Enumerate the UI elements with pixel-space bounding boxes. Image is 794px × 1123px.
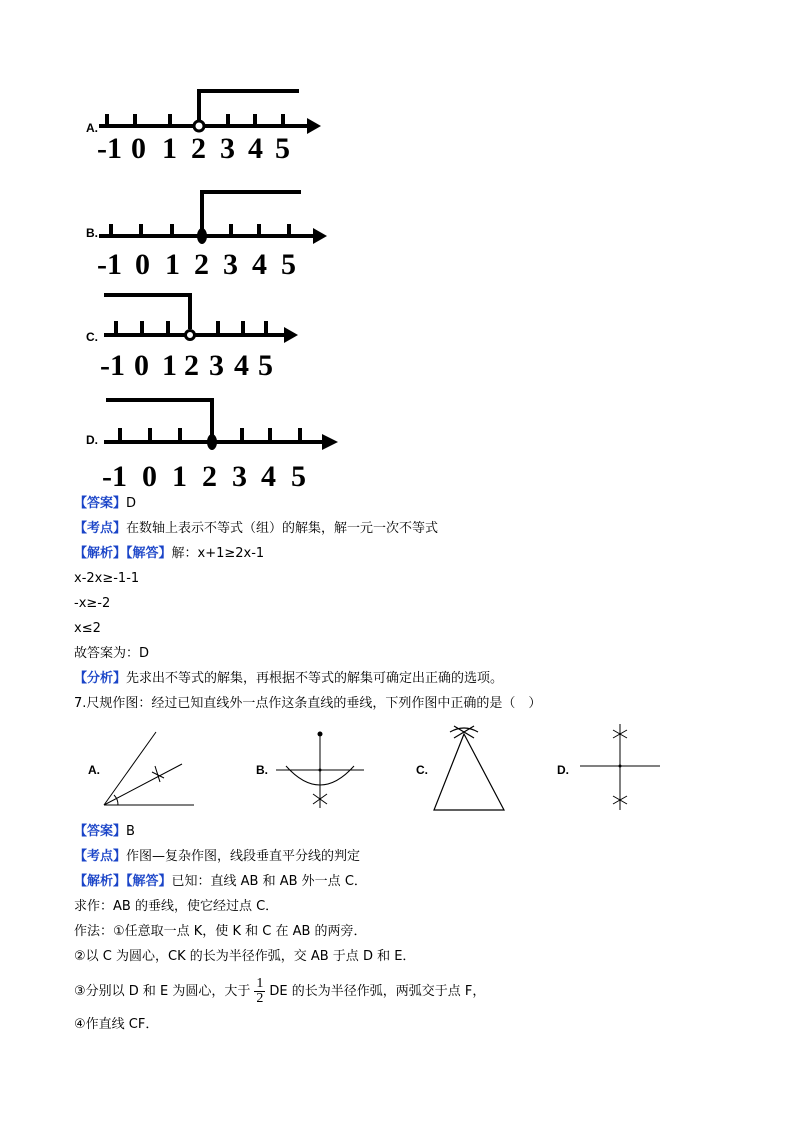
tick-label: 5 [275, 132, 290, 164]
answer-tag: 【答案】 [74, 496, 127, 511]
q6-step2: -x≥-2 [74, 596, 111, 611]
tick-label: 5 [291, 460, 306, 492]
q7-zuofa-1: 作法：①任意取一点 K，使 K 和 C 在 AB 的两旁． [74, 924, 367, 939]
tick-label: 2 [191, 132, 206, 164]
jieda-tag: 【解答】 [126, 546, 172, 561]
q7-kaodian [74, 848, 360, 866]
fenxi-text: 先求出不等式的解集，再根据不等式的解集可确定出正确的选项。 [126, 671, 504, 686]
option-c-label: C. [86, 330, 98, 344]
q7-option-c-label: C. [416, 763, 428, 777]
q7-question: 7.尺规作图：经过已知直线外一点作这条直线的垂线，下列作图中正确的是（ ） [74, 696, 542, 711]
q6-fenxi [74, 670, 503, 688]
answer-value: B [126, 824, 135, 839]
q7-figure-a [100, 730, 200, 810]
q7-option-d-label: D. [557, 763, 569, 777]
fraction-numerator: 1 [256, 976, 264, 991]
tick-label: 3 [223, 248, 238, 280]
q6-jiexi [74, 545, 264, 563]
answer-value: D [126, 496, 137, 511]
tick-label: -1 [100, 349, 125, 382]
answer-tag: 【答案】 [74, 824, 127, 839]
tick-label: 4 [252, 248, 267, 280]
fraction-denominator: 2 [256, 991, 264, 1006]
tick-label: -1 [102, 460, 127, 492]
q7-zuofa-3 [74, 974, 485, 1010]
tick-label: 0 [135, 248, 150, 280]
tick-label: 0 [142, 460, 157, 492]
jiexi-tag: 【解析】 [74, 546, 127, 561]
zuofa3-pre: ③分别以 D 和 E 为圆心，大于 [74, 984, 251, 999]
q6-conclusion: 故答案为：D [74, 646, 150, 661]
q7-figure-d [576, 720, 664, 812]
tick-label: 5 [281, 248, 296, 280]
fraction-half [254, 977, 265, 1006]
tick-label: 3 [232, 460, 247, 492]
kaodian-tag: 【考点】 [74, 849, 127, 864]
tick-label: 1 [165, 248, 180, 280]
tick-label: 4 [248, 132, 263, 164]
option-d-label: D. [86, 433, 98, 447]
tick-label: 1 [162, 132, 177, 164]
jieda-tag: 【解答】 [126, 874, 172, 889]
q6-step1: x-2x≥-1-1 [74, 571, 140, 586]
number-line-c [98, 287, 303, 383]
number-line-a [95, 82, 325, 164]
q6-kaodian [74, 520, 438, 538]
q7-option-b-label: B. [256, 763, 268, 777]
kaodian-text: 在数轴上表示不等式（组）的解集，解一元一次不等式 [126, 521, 439, 536]
tick-label: 3 [209, 349, 224, 382]
q7-qiuzuo: 求作：AB 的垂线，使它经过点 C． [74, 899, 279, 914]
jiexi-tag: 【解析】 [74, 874, 127, 889]
kaodian-text: 作图—复杂作图，线段垂直平分线的判定 [126, 849, 361, 864]
option-a-label: A. [86, 121, 98, 135]
zuofa3-post: DE 的长为半径作弧，两弧交于点 F， [269, 984, 486, 999]
fenxi-tag: 【分析】 [74, 671, 127, 686]
jieda-text: 已知：直线 AB 和 AB 外一点 C． [171, 874, 367, 889]
jieda-text: 解：x+1≥2x-1 [171, 546, 265, 561]
tick-label: 0 [131, 132, 146, 164]
q7-figure-c [428, 724, 512, 814]
tick-label: 2 [194, 248, 209, 280]
q7-figure-b [272, 728, 368, 812]
tick-label: -1 [97, 132, 122, 164]
tick-label: 1 [172, 460, 187, 492]
q6-step3: x≤2 [74, 621, 101, 636]
q7-jiexi [74, 873, 367, 891]
tick-label: 3 [220, 132, 235, 164]
tick-label: -1 [97, 248, 122, 280]
tick-label: 1 [162, 349, 177, 382]
tick-label: 4 [261, 460, 276, 492]
tick-label: 0 [134, 349, 149, 382]
tick-label: 2 [184, 349, 199, 382]
number-line-b [95, 184, 330, 280]
q7-zuofa-4: ④作直线 CF． [74, 1017, 159, 1032]
kaodian-tag: 【考点】 [74, 521, 127, 536]
tick-label: 5 [258, 349, 273, 382]
tick-label: 4 [234, 349, 249, 382]
option-b-label: B. [86, 226, 98, 240]
q7-option-a-label: A. [88, 763, 100, 777]
q6-answer [74, 495, 136, 513]
number-line-d [98, 392, 343, 492]
q7-zuofa-2: ②以 C 为圆心，CK 的长为半径作弧，交 AB 于点 D 和 E． [74, 949, 416, 964]
tick-label: 2 [202, 460, 217, 492]
q7-answer [74, 823, 135, 841]
